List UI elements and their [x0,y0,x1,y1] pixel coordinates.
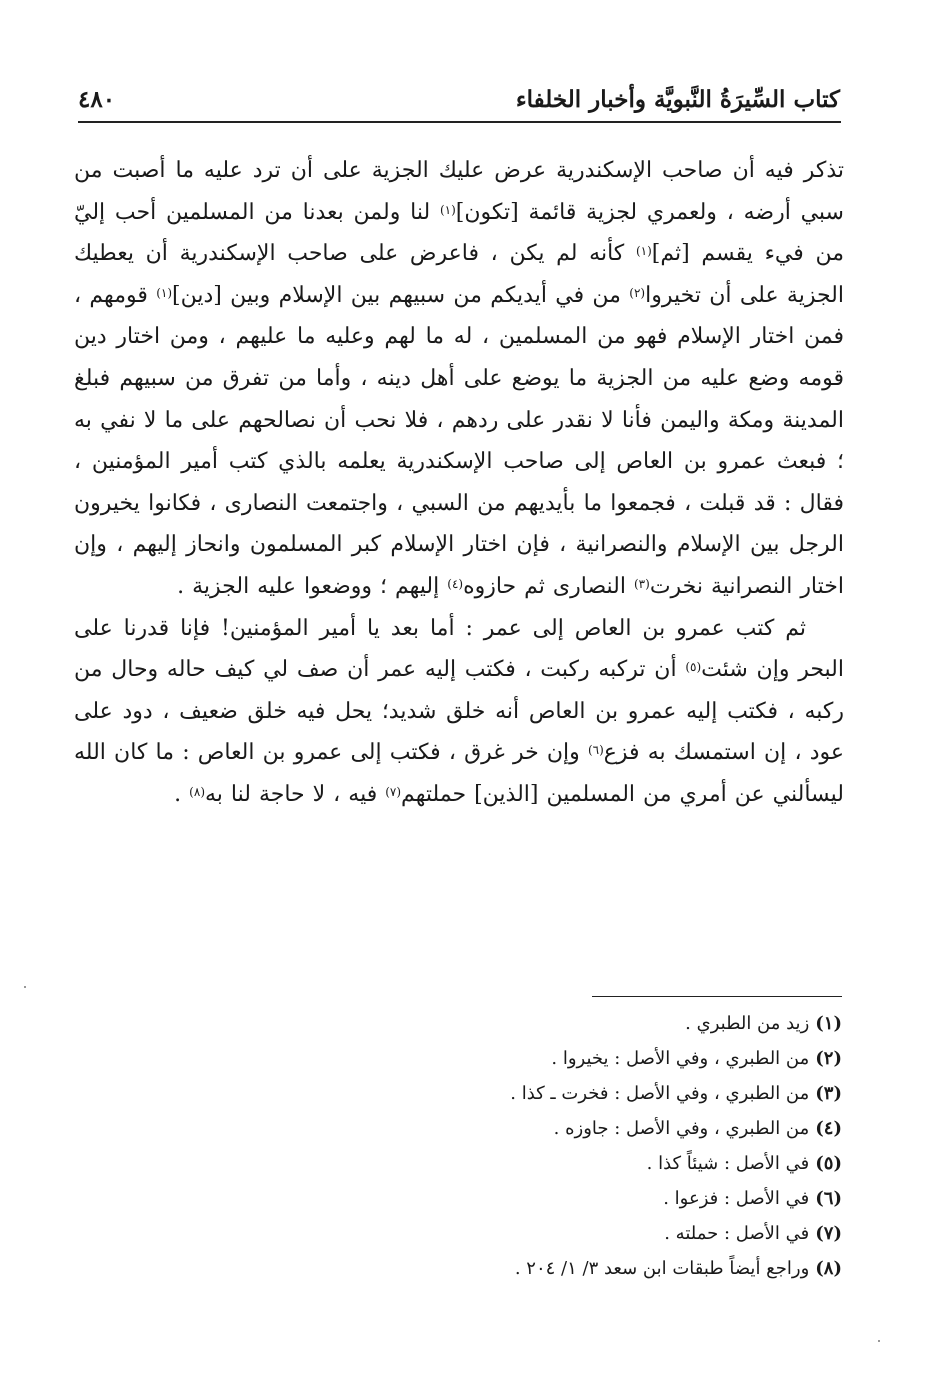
text-run: ثم كتب عمرو بن العاص إلى عمر : أما بعد يا أمير المؤمنين! فإنا قدرنا على البحر وإن شئت [74,615,844,683]
text-run: إليهم ؛ ووضعوا عليه الجزية . [177,573,448,599]
text-run: من في أيديكم من سبيهم بين الإسلام وبين [دين] [172,282,630,308]
text-run: فيه ، لا حاجة لنا به [205,781,386,807]
footnote-rule [592,996,842,997]
text-run: النصارى ثم حازوه [463,573,634,599]
footnote-number: (٥) [815,1153,842,1174]
text-run: أن تركبه ركبت ، فكتب إليه عمر أن صف لي كيف حاله وحال من ركبه ، فكتب إليه عمرو بن العاص أنه خلق شديد؛ يحل فيه خلق ضعيف ، دود على عود ، إن استمسك به فزع [74,657,844,766]
footnote-number: (١) [815,1013,842,1034]
footnote-marker: (٢) [629,285,646,300]
footnote-text: من الطبري ، وفي الأصل : جاوزه . [553,1118,810,1139]
footnote-marker: (١) [439,202,456,217]
running-header [78,86,840,122]
footnote-marker: (٧) [385,784,402,799]
footnote-number: (٧) [815,1223,842,1244]
text-run: وإن خر غرق ، فكتب إلى عمرو بن العاص : ما كان الله ليسألني عن أمري من المسلمين [الذين] حملتهم [74,740,844,807]
text-run: تذكر فيه أن صاحب الإسكندرية عرض عليك الجزية على أن ترد عليه ما أصبت من سبي أرضه ، ولعمري لجزية قائمة [تكون] [74,158,844,225]
book-title: كتاب السِّيرَةُ النَّبويَّة وأخبار الخلفاء [515,86,840,113]
paragraph-1 [74,150,844,608]
footnote-marker: (١) [156,285,173,300]
footnote-2 [120,1041,842,1076]
footnote-marker: (٥) [685,660,702,675]
text-run: كأنه لم يكن ، فاعرض على صاحب الإسكندرية أن يعطيك الجزية على أن تخيروا [74,241,844,308]
footnotes [120,1006,842,1286]
text-run: . [174,781,190,807]
footnote-marker: (٤) [447,576,464,591]
footnote-text: في الأصل : حملته . [664,1223,810,1244]
footnote-number: (٤) [815,1118,842,1139]
footnote-number: (٢) [815,1048,842,1069]
scan-speck [878,1340,880,1342]
footnote-text: في الأصل : فزعوا . [663,1188,810,1209]
footnote-6 [120,1181,842,1216]
footnote-7 [120,1216,842,1251]
footnote-text: من الطبري ، وفي الأصل : فخرت ـ كذا . [510,1083,810,1104]
scan-speck [24,986,26,988]
footnote-marker: (١) [635,244,652,259]
footnote-number: (٦) [815,1188,842,1209]
footnote-4 [120,1111,842,1146]
footnote-3 [120,1076,842,1111]
footnote-text: في الأصل : شيئاً كذا . [646,1153,810,1174]
footnote-number: (٨) [815,1258,842,1279]
footnote-text: زيد من الطبري . [685,1013,810,1034]
text-run: قومهم ، فمن اختار الإسلام فهو من المسلمين ، له ما لهم وعليه ما عليهم ، ومن اختار دين قومه وضع عليه من الجزية ما يوضع على أهل دينه ، وأما من تفرق من سبيهم فبلغ المدينة ومكة واليمن فأنا لا نقدر على ردهم ، فلا نحب أن نصالحهم على ما لا نفي به ؛ فبعث عمرو بن العاص إلى صاحب الإسكندرية يعلمه بالذي كتب أمير المؤمنين ، فقال : قد قبلت ، فجمعوا ما بأيديهم من السبي ، واجتمعت النصارى ، فكانوا يخيرون الرجل بين الإسلام والنصرانية ، فإن اختار الإسلام كبر المسلمون وانحاز إليهم ، وإن اختار النصرانية نخرت [74,282,844,599]
footnote-marker: (٨) [189,784,205,799]
header-rule [78,121,841,123]
footnote-text: وراجع أيضاً طبقات ابن سعد ٣/ ١/ ٢٠٤ . [514,1258,810,1279]
footnote-1 [120,1006,842,1041]
footnote-text: من الطبري ، وفي الأصل : يخيروا . [551,1048,810,1069]
text-run: لنا ولمن بعدنا من المسلمين أحب إليّ من فيء يقسم [ثم] [74,199,844,267]
footnote-marker: (٦) [587,743,604,758]
footnote-number: (٣) [815,1083,842,1104]
main-text [74,150,844,816]
footnote-marker: (٣) [633,576,650,591]
paragraph-2 [74,608,844,816]
footnote-5 [120,1146,842,1181]
page-number: ٤٨٠ [78,86,116,113]
footnote-8 [120,1251,842,1286]
